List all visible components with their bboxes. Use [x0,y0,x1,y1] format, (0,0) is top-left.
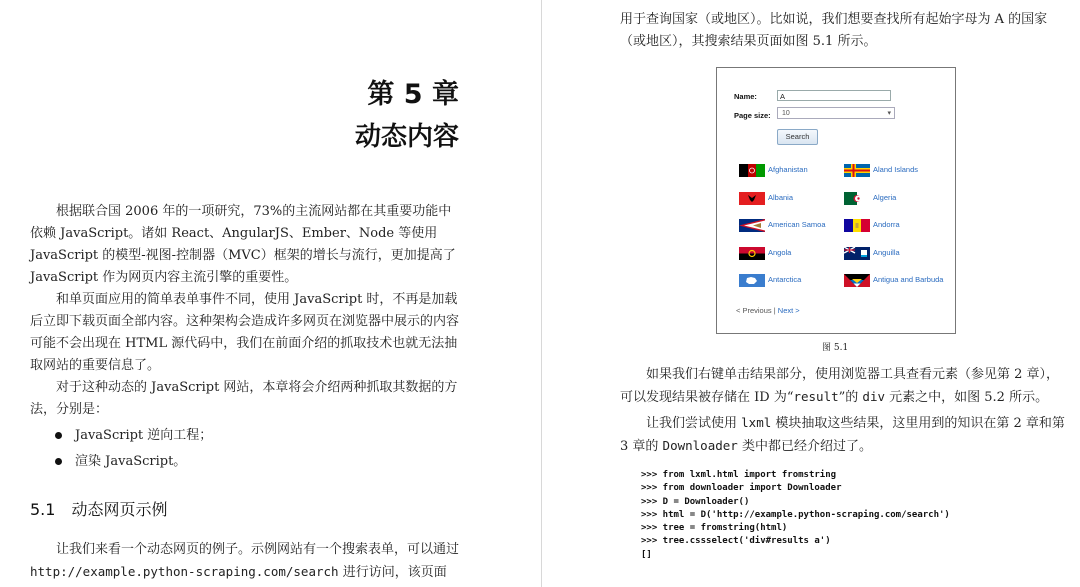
bullet-dot-icon [55,458,62,465]
inspect-paragraph: 如果我们右键单击结果部分，使用浏览器工具查看元素（参见第 2 章），可以发现结果被存储在 ID 为“result”的 div 元素之中，如图 5.2 所示。 [620,367,1060,405]
code-block [641,469,950,562]
country-link[interactable]: Algeria [844,191,896,205]
spa-paragraph: 和单页面应用的简单表单事件不同，使用 JavaScript 时，不再是加载后立即下载页面全部内容。这种架构会造成许多网页在浏览器中展示的内容可能不会出现在 HTML 源代码中，我们在前面介绍的抓取技术也就无法抽取网站的重要信息了。 [30,292,460,373]
name-input[interactable]: A [777,90,891,101]
code-line: >>> tree = fromstring(html) [641,523,788,534]
example-paragraph: 让我们来看一个动态网页的例子。示例网站有一个搜索表单，可以通过http://example.python-scraping.com/search 进行访问，该页面 [30,542,460,580]
angola-flag-icon [739,247,765,260]
antarctica-flag-icon [739,274,765,287]
algeria-flag-icon [844,192,870,205]
methods-paragraph: 对于这种动态的 JavaScript 网站，本章将会介绍两种抓取其数据的方法，分别是： [30,380,458,417]
bullet-dot-icon [55,432,62,439]
pagination: < Previous | Next > [736,306,800,315]
name-label: Name: [734,92,757,101]
code-line: >>> D = Downloader() [641,496,750,507]
intro-paragraph: 根据联合国 2006 年的一项研究，73%的主流网站都在其重要功能中依赖 JavaScript。诸如 React、AngularJS、Ember、Node 等使用 JavaScript 的模型-视图-控制器（MVC）框架的增长与流行，更加提高了 JavaScript 作为网页内容主流引擎的重要性。 [30,204,456,285]
country-link[interactable]: Anguilla [844,246,900,260]
anguilla-flag-icon [844,247,870,260]
page-size-label: Page size: [734,111,771,120]
figure-caption: 图 5.1 [822,343,849,353]
code-line: >>> html = D('http://example.python-scraping.com/search') [641,509,950,520]
next-link[interactable]: Next > [777,306,800,315]
search-button[interactable]: Search [777,129,818,145]
country-link[interactable]: Albania [739,191,793,205]
bullet-item: 渲染 JavaScript。 [55,451,186,473]
country-link[interactable]: Angola [739,246,791,260]
albania-flag-icon [739,192,765,205]
antigua-and-barbuda-flag-icon [844,274,870,287]
right-page [542,0,1080,587]
chapter-title: 动态内容 [354,122,459,152]
country-link[interactable]: American Samoa [739,218,826,232]
bullet-item: JavaScript 逆向工程； [55,425,212,447]
previous-link[interactable]: < Previous [736,306,772,315]
afghanistan-flag-icon [739,164,765,177]
code-line: >>> from downloader import Downloader [641,483,842,494]
country-link[interactable]: Aland Islands [844,163,918,177]
country-link[interactable]: Andorra [844,218,900,232]
chevron-down-icon: ▾ [887,110,891,117]
page-size-select[interactable]: 10 ▾ [777,107,895,119]
american-samoa-flag-icon [739,219,765,232]
figure-search-screenshot [716,67,956,334]
andorra-flag-icon [844,219,870,232]
country-link[interactable]: Afghanistan [739,163,808,177]
code-line: >>> tree.cssselect('div#results a') [641,536,831,547]
search-intro-paragraph: 用于查询国家（或地区）。比如说，我们想要查找所有起始字母为 A 的国家（或地区），其搜索结果页面如图 5.1 所示。 [620,12,1048,49]
code-line: [] [641,549,652,560]
lxml-paragraph: 让我们尝试使用 lxml 模块抽取这些结果，这里用到的知识在第 2 章和第 3 章的 Downloader 类中都已经介绍过了。 [620,415,1065,454]
aland-islands-flag-icon [844,164,870,177]
country-link[interactable]: Antarctica [739,273,801,287]
code-line: >>> from lxml.html import fromstring [641,470,837,480]
example-url: http://example.python-scraping.com/search [30,564,339,579]
chapter-number: 第 5 章 [367,79,459,110]
section-heading: 5.1 动态网页示例 [30,500,168,519]
country-link[interactable]: Antigua and Barbuda [844,273,943,287]
